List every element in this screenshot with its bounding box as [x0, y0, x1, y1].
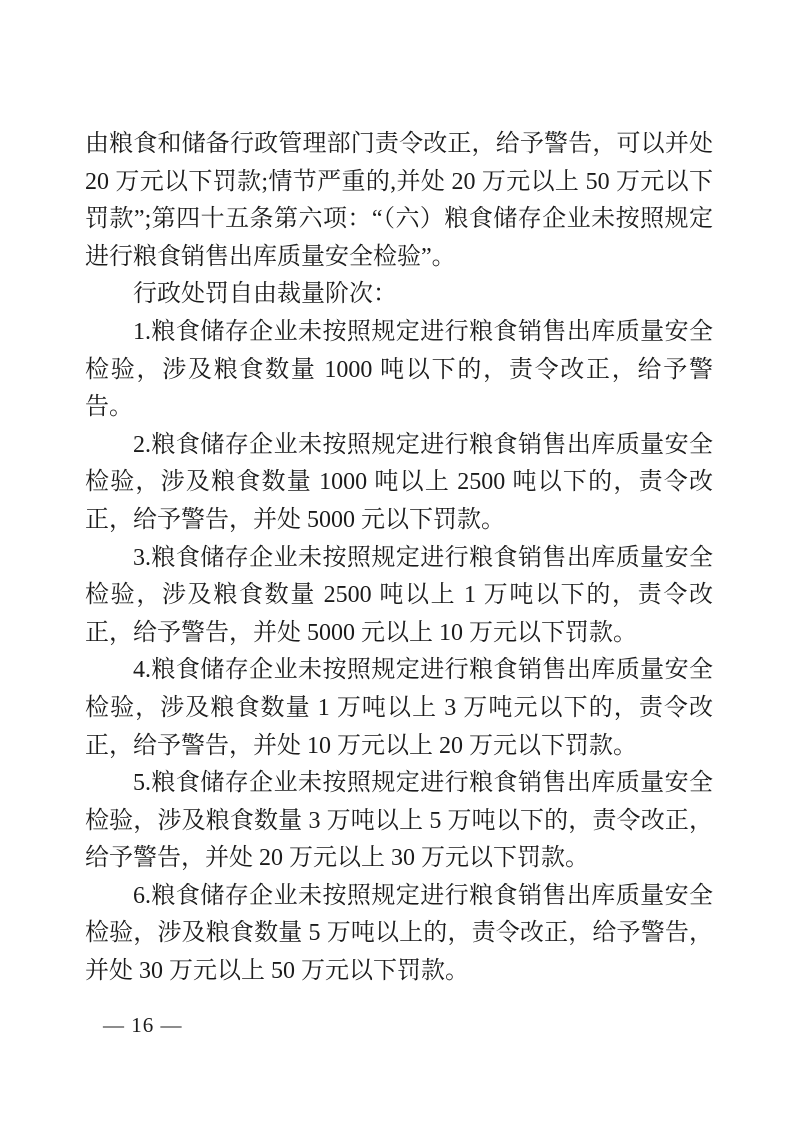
paragraph-discretion-heading: 行政处罚自由裁量阶次：: [133, 281, 397, 308]
paragraph-tier-4: 4.粮食储存企业未按照规定进行粮食销售出库质量安全检验，涉及粮食数量 1 万吨以上 3 万吨元以下的，责令改正，给予警告，并处 10 万元以上 20 万元以下罚款。: [85, 657, 713, 759]
page-number: — 16 —: [103, 1013, 183, 1037]
page-body: [85, 126, 713, 991]
paragraph-tier-3: 3.粮食储存企业未按照规定进行粮食销售出库质量安全检验，涉及粮食数量 2500 吨以上 1 万吨以下的，责令改正，给予警告，并处 5000 元以上 10 万元以下罚款。: [85, 544, 713, 646]
page-footer: [103, 1013, 183, 1038]
paragraph-tier-5: 5.粮食储存企业未按照规定进行粮食销售出库质量安全检验，涉及粮食数量 3 万吨以上 5 万吨以下的，责令改正，给予警告，并处 20 万元以上 30 万元以下罚款。: [85, 770, 713, 872]
paragraph-legal-basis: 由粮食和储备行政管理部门责令改正，给予警告，可以并处 20 万元以下罚款;情节严重的,并处 20 万元以上 50 万元以下罚款”;第四十五条第六项：“（六）粮食储存企业未按照规定进行粮食销售出库质量安全检验”。: [85, 131, 713, 270]
paragraph-tier-6: 6.粮食储存企业未按照规定进行粮食销售出库质量安全检验，涉及粮食数量 5 万吨以上的，责令改正，给予警告，并处 30 万元以上 50 万元以下罚款。: [85, 882, 713, 985]
paragraph-tier-2: 2.粮食储存企业未按照规定进行粮食销售出库质量安全检验，涉及粮食数量 1000 吨以上 2500 吨以下的，责令改正，给予警告，并处 5000 元以下罚款。: [85, 431, 713, 533]
paragraph-tier-1: 1.粮食储存企业未按照规定进行粮食销售出库质量安全检验，涉及粮食数量 1000 吨以下的，责令改正，给予警告。: [85, 318, 713, 421]
